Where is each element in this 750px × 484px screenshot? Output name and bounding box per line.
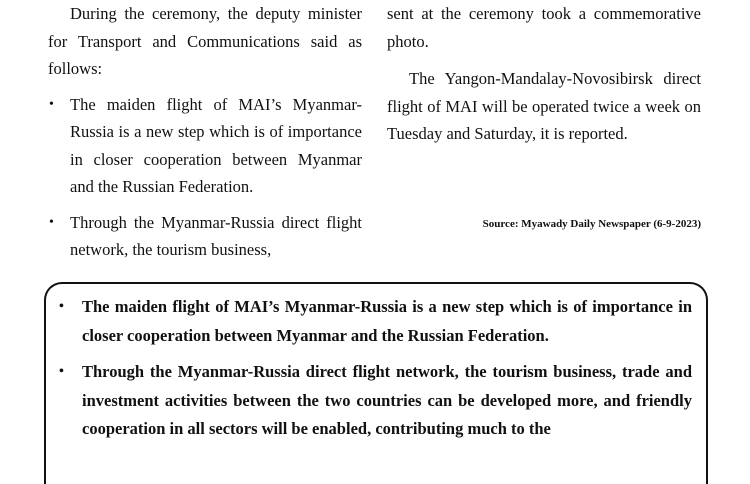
left-bullet-list	[48, 91, 362, 264]
highlight-bullet-text: Through the Myanmar-Russia direct flight network, the tourism business, trade and investment activities between the two countries can be developed more, and friendly cooperation in all sectors will be enabled, contributing much to the	[82, 362, 692, 438]
highlight-bullet-item	[58, 358, 692, 444]
bullet-icon: •	[59, 299, 64, 314]
left-bullet-text: The maiden flight of MAI’s Myanmar-Russia is a new step which is of importance in closer cooperation between Myanmar and the Russian Federation.	[70, 94, 362, 196]
left-bullet-item	[48, 91, 362, 201]
right-paragraph: The Yangon-Mandalay-Novosibirsk direct flight of MAI will be operated twice a week on Tuesday and Saturday, it is reported.	[387, 69, 701, 143]
highlight-bullet-item	[58, 293, 692, 350]
left-column	[48, 0, 362, 264]
left-bullet-item	[48, 209, 362, 264]
left-paragraph: During the ceremony, the deputy minister for Transport and Communications said as follows:	[48, 4, 362, 78]
highlight-bullet-list	[58, 293, 692, 452]
source-citation: Source: Myawady Daily Newspaper (6-9-2023)	[482, 218, 701, 230]
bullet-icon: •	[49, 96, 54, 112]
highlight-bullet-text: The maiden flight of MAI’s Myanmar-Russia is a new step which is of importance in closer cooperation between Myanmar and the Russian Federation.	[82, 297, 692, 345]
right-paragraph-continued: sent at the ceremony took a commemorative photo.	[387, 4, 701, 51]
highlight-box	[44, 282, 708, 484]
right-column	[387, 0, 701, 148]
bullet-icon: •	[59, 364, 64, 379]
bullet-icon: •	[49, 214, 54, 230]
left-bullet-text: Through the Myanmar-Russia direct flight network, the tourism business,	[70, 212, 362, 259]
